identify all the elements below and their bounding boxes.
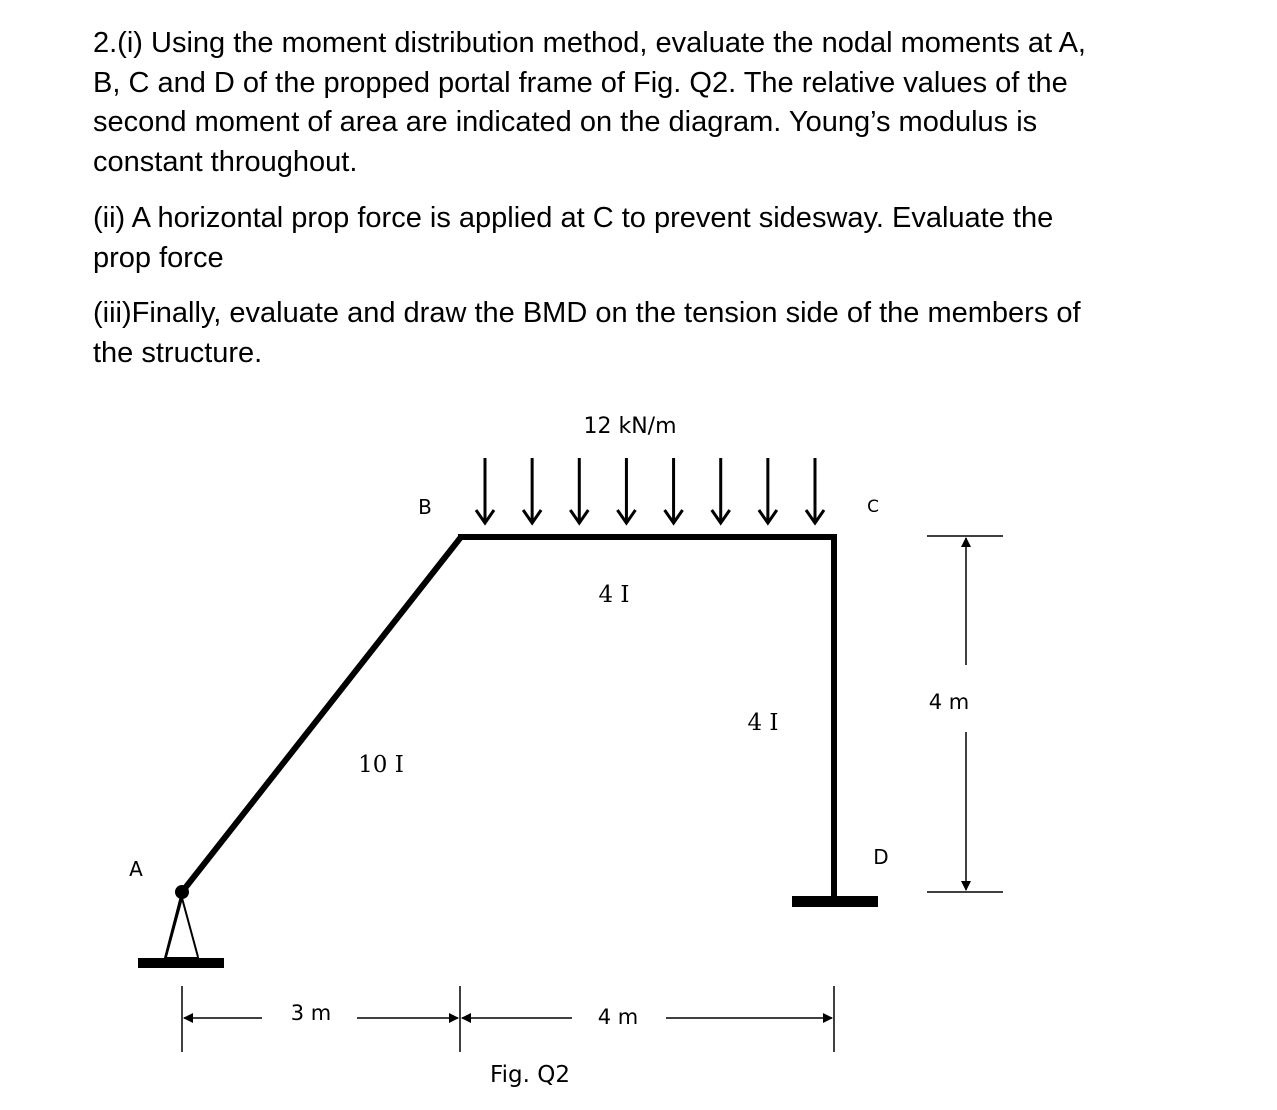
- load-arrow: [617, 458, 635, 523]
- figure-caption: Fig. Q2: [490, 1062, 570, 1088]
- question-line: the structure.: [93, 336, 263, 369]
- question-line: constant throughout.: [93, 145, 358, 178]
- member-ab: [182, 537, 461, 892]
- node-label-d: D: [873, 845, 889, 869]
- node-label-b: B: [418, 495, 432, 519]
- member-ab-inertia: 10 I: [358, 752, 404, 778]
- pin-support-triangle-right: [182, 898, 198, 957]
- load-arrow: [523, 458, 541, 523]
- dimension-label-bc: 4 m: [597, 1005, 639, 1029]
- member-bc-inertia: 4 I: [598, 582, 630, 608]
- udl-arrows: [476, 458, 824, 523]
- load-label: 12 kN/m: [583, 414, 677, 439]
- dimension-label-ab: 3 m: [290, 1001, 332, 1025]
- question-line: prop force: [93, 241, 224, 274]
- question-line: 2.(i) Using the moment distribution method, evaluate the nodal moments at A,: [93, 27, 1086, 59]
- pin-support-a: [138, 885, 224, 968]
- load-arrow: [476, 458, 494, 523]
- fixed-support-d: [792, 896, 878, 907]
- dimension-horizontal: [182, 986, 834, 1052]
- node-label-a: A: [129, 857, 143, 881]
- pin-support-triangle: [165, 892, 199, 958]
- member-cd-inertia: 4 I: [747, 710, 779, 736]
- load-arrow: [570, 458, 588, 523]
- load-arrow: [665, 458, 683, 523]
- question-line: (iii)Finally, evaluate and draw the BMD on the tension side of the members of: [93, 297, 1081, 329]
- node-label-c: C: [867, 497, 879, 517]
- load-arrow: [806, 458, 824, 523]
- question-line: (ii) A horizontal prop force is applied at C to prevent sidesway. Evaluate the: [93, 202, 1054, 234]
- question-line: B, C and D of the propped portal frame of Fig. Q2. The relative values of the: [93, 66, 1068, 99]
- pin-support-base: [138, 958, 224, 968]
- dimension-vertical-cd: [927, 536, 1003, 892]
- pin-support-triangle-left: [166, 898, 182, 957]
- frame-members: [182, 534, 837, 900]
- dimension-label-vertical: 4 m: [928, 690, 970, 714]
- load-arrow: [759, 458, 777, 523]
- load-arrow: [712, 458, 730, 523]
- question-line: second moment of area are indicated on the diagram. Young’s modulus is: [93, 106, 1038, 138]
